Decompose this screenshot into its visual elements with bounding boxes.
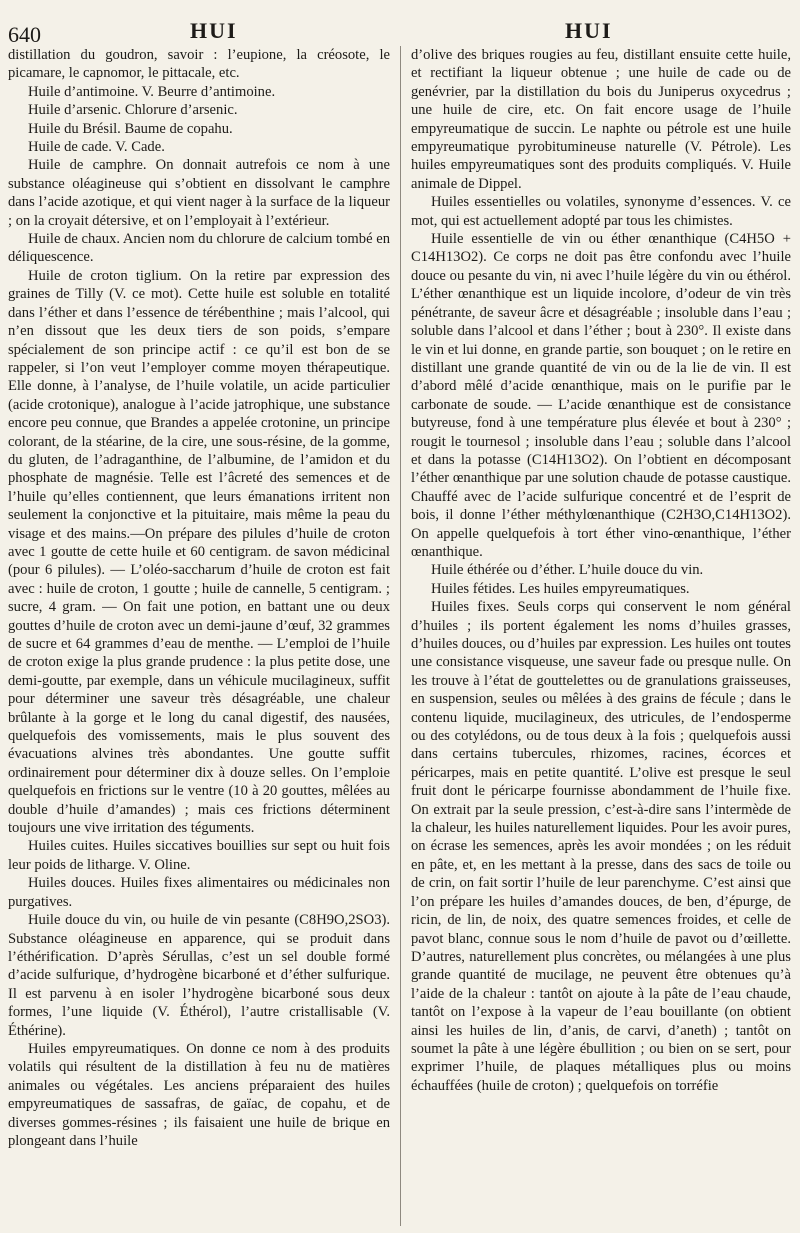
entry-huile-croton: Huile de croton tiglium. On la retire par expression des graines de Tilly (V. ce mot). Cette huile est soluble en totalité dans l’éther et dans l’essence de térébenthine ; mais l’alcool, qui n’en dissout que les deux tiers de son poids, s’empare spécialement de son principe actif : ce qu’il est bon de se rappeler, si l’on veut l’employer comme moyen thérapeutique. Elle donne, à l’analyse, de l’huile volatile, un acide particulier (acide crotonique), analogue à l’acide jatrophique, une substance encore peu connue, que Brandes a appelée crotonine, un principe colorant, de la stéarine, de la cire, une sous-résine, de la gomme, du gluten, de l’adraganthine, de l’albumine, de l’amidon et du phosphate de magnésie. Telle est l’âcreté des semences et de l’huile qu’elles contiennent, que leurs émanations irritent non seulement la conjonctive et la pituitaire, mais même la peau du visage et des mains.—On prépare des pilules d’huile de croton avec 1 goutte de cette huile et 60 centigram. de savon médicinal (pour 6 pilules). — L’oléo-saccharum d’huile de croton est fait avec : huile de croton, 1 goutte ; huile de cannelle, 5 centigram. ; sucre, 4 gram. — On fait une potion, en battant une ou deux gouttes d’huile de croton avec un demi-jaune d’œuf, 32 grammes de sucre et 64 grammes d’eau de menthe. — L’emploi de l’huile de croton exige la plus grande prudence : la plus petite dose, une demi-goutte, par exemple, dans un véhicule mucilagineux, suffit pour déterminer une saveur très désagréable, une chaleur brûlante à la gorge et le long du canal digestif, des nausées, quelquefois des vomissements, mais le plus souvent des évacuations alvines très abondantes. Une goutte suffit ordinairement pour déterminer dix à douze selles. On l’emploie quelquefois en frictions sur le ventre (10 à 20 gouttes, mêlées au double d’huile d’amandes) ; mais ces frictions déterminent toujours une vive irritation des téguments. [8, 267, 390, 837]
column-divider [400, 46, 401, 1226]
entry-huiles-fixes: Huiles fixes. Seuls corps qui conservent le nom général d’huiles ; ils portent également les noms d’huiles grasses, d’huiles douces, ou d’huiles par expression. Les huiles ont toutes une consistance visqueuse, une saveur fade ou presque nulle. On les trouve à l’état de gouttelettes ou de granulations graisseuses, en suspension, seules ou mêlées à des grains de fécule ; dans le contenu liquide, mucilagineux, des utricules, de l’endosperme ou des cotylédons, ou de tous deux à la fois ; quelquefois aussi dans certains tubercules, rhizomes, racines, écorces et péricarpes, mais en petite quantité. L’olive est presque le seul fruit dont le péricarpe fournisse abondamment de l’huile fixe. On extrait par la seule pression, c’est-à-dire sans l’intermède de la chaleur, les huiles naturellement liquides. Pour les avoir pures, on écrase les semences, après les avoir mondées ; on les réduit en pâte, et, en les mettant à la presse, dans des sacs de toile ou de crin, on fait sortir l’huile de leur parenchyme. C’est ainsi que l’on prépare les huiles d’amandes douces, de ben, d’épurge, de ricin, de lin, de noix, des quatre semences froides, et celle de pavot blanc, connue sous le nom d’huile de pavot ou d’œillette. D’autres, naturellement plus concrètes, ou mélangées à une plus grande quantité de mucilage, ne peuvent être obtenues qu’à l’aide de la chaleur : tantôt on ajoute à la pâte de l’eau chaude, tantôt on l’expose à la vapeur de l’eau bouillante (on obtient ainsi les huiles de lin, d’anis, de carvi, d’aneth) ; tantôt on soumet la pâte à une légère ébullition ; ou bien on se sert, pour exprimer l’huile, de plaques métalliques plus ou moins échauffées (huile de croton) ; quelquefois on torréfie [411, 599, 791, 1094]
entry-huiles-douces: Huiles douces. Huiles fixes alimentaires ou médicinales non purgatives. [8, 875, 390, 910]
entry-continued: d’olive des briques rougies au feu, distillant ensuite cette huile, et rectifiant la liqueur obtenue ; une huile de cade ou de genévrier, par la distillation du bois du Juniperus oxycedrus ; une huile de cire, etc. On fait encore usage de l’huile empyreumatique de succin. Le naphte ou pétrole est une huile empyreumatique pyrobitumineuse naturelle (V. Pétrole). Les huiles empyreumatiques sont des produits compliqués. V. Huile animale de Dippel. [411, 47, 791, 192]
entry-huile-cade: Huile de cade. V. Cade. [28, 139, 165, 156]
entry-huile-essentielle-vin: Huile essentielle de vin ou éther œnanthique (C4H5O + C14H13O2). Ce corps ne doit pas être confondu avec l’huile douce ou pesante du vin, ni avec l’huile légère du vin ou éthérol. L’éther œnanthique est un liquide incolore, d’odeur de vin très pénétrante, de saveur âcre et désagréable ; insoluble dans l’eau ; soluble dans l’alcool et dans l’éther ; bout à 230°. Il existe dans le vin et lui donne, en grande partie, son bouquet ; on le retire en distillant une grande quantité de vin ou de la lie de vin. Il est d’abord mêlé d’acide œnanthique, mais on le purifie par le carbonate de soude. — L’acide œnanthique est de consistance butyreuse, fond à une température plus élevée et bout à 230° ; rougit le tournesol ; insoluble dans l’eau ; soluble dans l’alcool et dans la potasse (C14H13O2). On l’obtient en décomposant l’éther œnanthique par une solution chaude de potasse caustique. Chauffé avec de l’acide sulfurique concentré et de l’esprit de bois, il donne l’éther méthylœnanthique (C2H3O,C14H13O2). On appelle quelquefois à tort éther vino-œnanthique, l’éther œnanthique. [411, 231, 791, 560]
right-column [411, 46, 791, 1226]
page-header [0, 14, 800, 47]
entry-huile-etheree: Huile éthérée ou d’éther. L’huile douce du vin. [431, 562, 704, 579]
entry-huiles-essentielles: Huiles essentielles ou volatiles, synonyme d’essences. V. ce mot, qui est actuellement adopté par tous les chimistes. [411, 194, 791, 229]
entry-huiles-fetides: Huiles fétides. Les huiles empyreumatiques. [431, 580, 690, 597]
entry-huile-bresil: Huile du Brésil. Baume de copahu. [28, 120, 233, 137]
running-head-left: HUI [190, 18, 238, 43]
entry-continued: distillation du goudron, savoir : l’eupione, la créosote, le picamare, le capnomor, le pittacale, etc. [8, 47, 390, 82]
entry-huiles-cuites: Huiles cuites. Huiles siccatives bouillies sur sept ou huit fois leur poids de litharge. V. Oline. [8, 838, 390, 873]
entry-huile-arsenic: Huile d’arsenic. Chlorure d’arsenic. [28, 102, 238, 119]
running-head-right: HUI [565, 18, 613, 43]
entry-huiles-empyreumatiques: Huiles empyreumatiques. On donne ce nom à des produits volatils qui résultent de la distillation à feu nu de matières animales ou végétales. Les anciens préparaient des huiles empyreumatiques de sassafras, de gaïac, de copahu, et de diverses gommes-résines ; ils faisaient une huile de brique en plongeant dans l’huile [8, 1040, 390, 1149]
text-columns [0, 46, 800, 1226]
entry-huile-camphre: Huile de camphre. On donnait autrefois ce nom à une substance oléagineuse qui s’obtient en dissolvant le camphre dans l’acide azotique, et qui vient nager à la surface de la liqueur ; on la croyait détersive, et on l’employait à l’extérieur. [8, 157, 390, 229]
entry-huile-chaux: Huile de chaux. Ancien nom du chlorure de calcium tombé en déliquescence. [8, 231, 390, 266]
entry-huile-douce-vin: Huile douce du vin, ou huile de vin pesante (C8H9O,2SO3). Substance oléagineuse en apparence, qui se produit dans l’éthérification. D’après Sérullas, c’est un sel double formé d’acide sulfurique, d’hydrogène bicarboné et d’éther sulfurique. Il est parvenu à en isoler l’hydrogène bicarboné sous deux formes, l’une liquide (V. Éthérol), l’autre cristallisable (V. Éthérine). [8, 912, 390, 1039]
left-column [8, 46, 390, 1226]
page-number: 640 [8, 22, 41, 47]
entry-huile-antimoine: Huile d’antimoine. V. Beurre d’antimoine. [28, 83, 276, 100]
